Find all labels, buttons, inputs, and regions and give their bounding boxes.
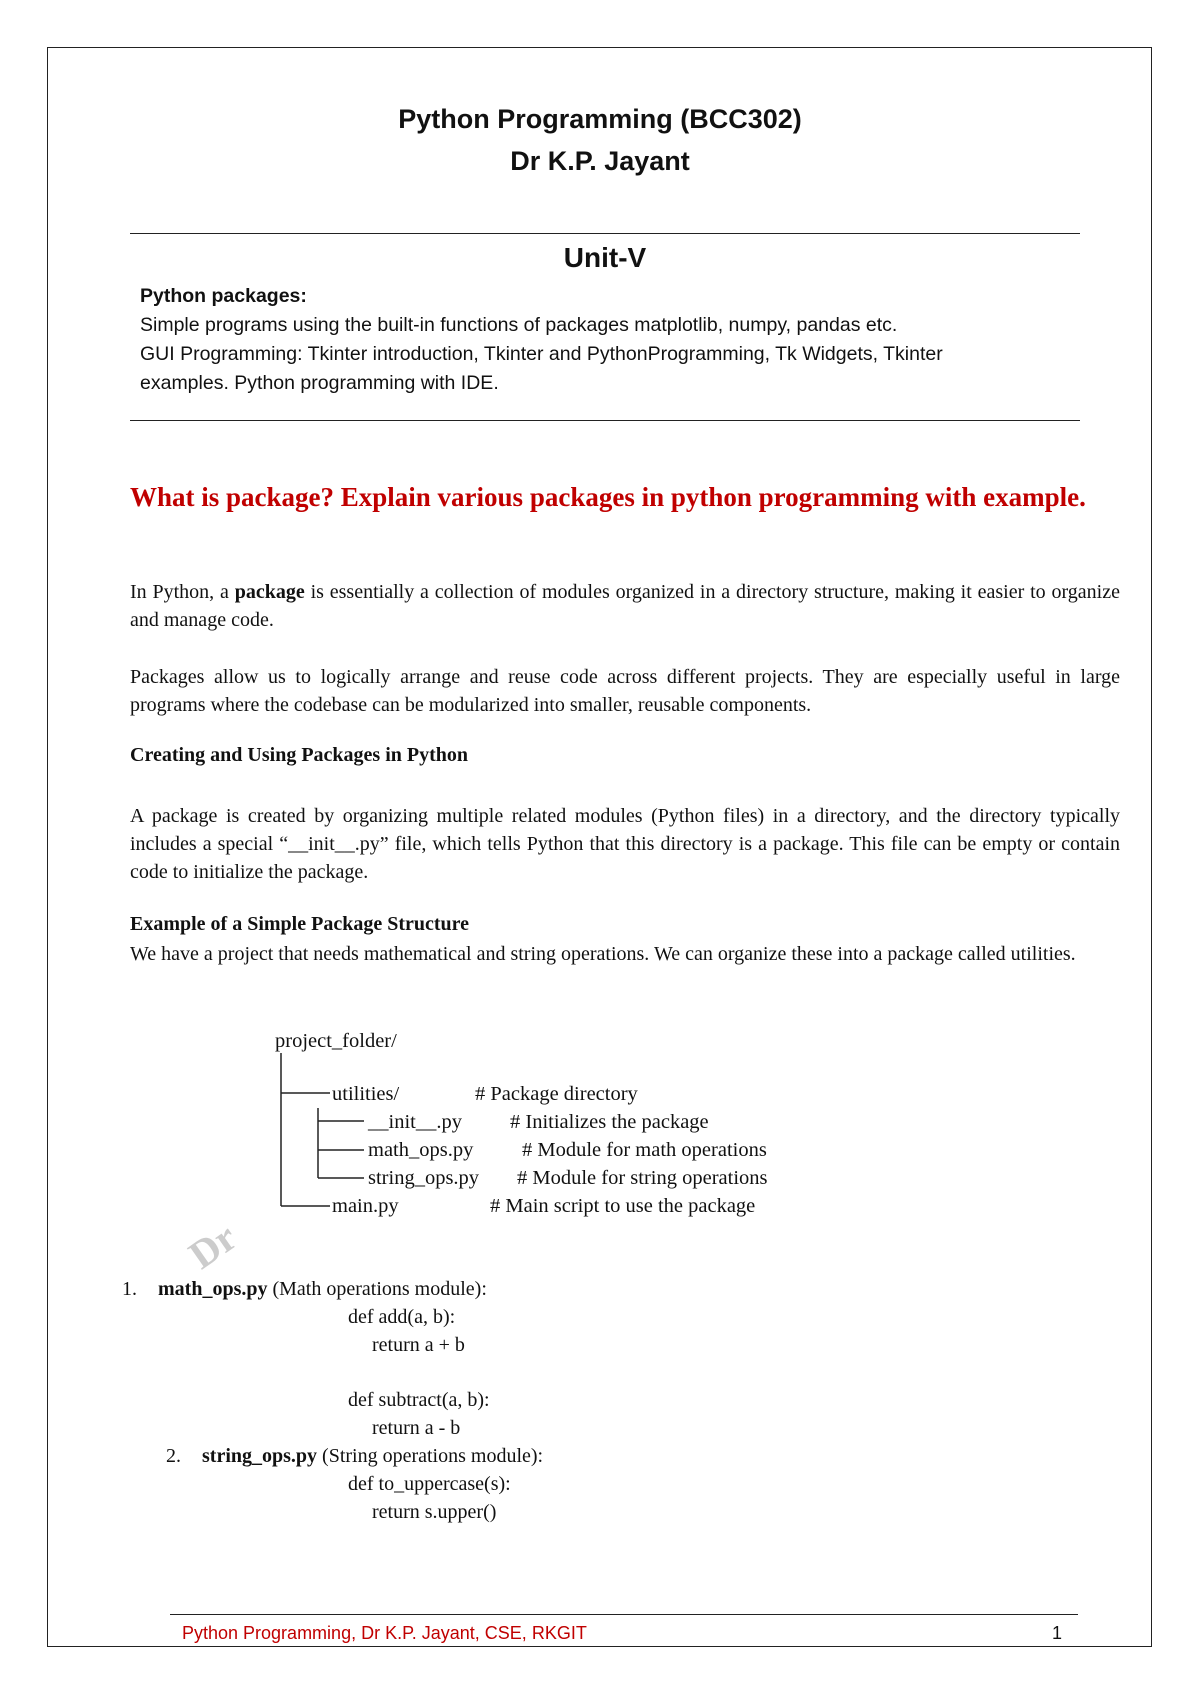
code-line: def add(a, b): bbox=[348, 1306, 456, 1328]
tree-init-comment: # Initializes the package bbox=[510, 1111, 709, 1133]
code-line: def subtract(a, b): bbox=[348, 1389, 490, 1411]
tree-string-comment: # Module for string operations bbox=[517, 1167, 768, 1189]
tree-main: main.py bbox=[332, 1195, 399, 1217]
list-item-1 bbox=[158, 1278, 487, 1301]
code-line: return a - b bbox=[372, 1417, 461, 1439]
footer-text: Python Programming, Dr K.P. Jayant, CSE, RKGIT bbox=[182, 1623, 587, 1643]
paragraph-2: Packages allow us to logically arrange and reuse code across different projects. They are especially useful in large programs where the codebase can be modularized into smaller, reusable components. bbox=[130, 666, 1120, 716]
list-item-1-file: math_ops.py bbox=[158, 1278, 268, 1300]
paragraph-4: We have a project that needs mathematical and string operations. We can organize these into a package called utilities. bbox=[130, 943, 1076, 965]
section-heading-creating: Creating and Using Packages in Python bbox=[130, 744, 469, 766]
intro-post: is essentially a collection of modules organized in a directory structure, making it easier to organize and manage code. bbox=[130, 581, 1120, 631]
tree-math: math_ops.py bbox=[368, 1139, 474, 1161]
list-item-2-file: string_ops.py bbox=[202, 1445, 318, 1467]
tree-root: project_folder/ bbox=[275, 1030, 397, 1052]
author-name: Dr K.P. Jayant bbox=[510, 146, 690, 176]
topics-line-2: GUI Programming: Tkinter introduction, Tkinter and PythonProgramming, Tk Widgets, Tkinter bbox=[140, 343, 943, 365]
unit-title: Unit-V bbox=[563, 242, 647, 273]
tree-init: __init__.py bbox=[368, 1111, 462, 1133]
list-item-1-number: 1. bbox=[122, 1278, 137, 1300]
code-line: return a + b bbox=[372, 1334, 465, 1356]
page-number: 1 bbox=[1052, 1623, 1063, 1643]
tree-string: string_ops.py bbox=[368, 1167, 480, 1189]
section-heading-example: Example of a Simple Package Structure bbox=[130, 913, 470, 935]
list-item-2-desc: (String operations module): bbox=[317, 1445, 544, 1467]
tree-utilities-comment: # Package directory bbox=[475, 1083, 638, 1105]
watermark-mark: Dr bbox=[180, 1214, 245, 1278]
topics-line-1: Simple programs using the built-in functions of packages matplotlib, numpy, pandas etc. bbox=[140, 314, 898, 336]
tree-utilities: utilities/ bbox=[332, 1083, 400, 1105]
list-item-2-number: 2. bbox=[166, 1445, 181, 1467]
list-item-1-desc: (Math operations module): bbox=[267, 1278, 487, 1300]
question-heading: What is package? Explain various packages in python programming with example. bbox=[130, 482, 1086, 512]
intro-pre: In Python, a bbox=[130, 581, 235, 603]
intro-bold: package bbox=[234, 581, 305, 603]
code-line: return s.upper() bbox=[372, 1501, 497, 1523]
paragraph-3: A package is created by organizing multiple related modules (Python files) in a directory, and the directory typically includes a special “__init__.py” file, which tells Python that this directory is a package. This file can be empty or contain code to initialize the package. bbox=[130, 805, 1120, 883]
footer-rule bbox=[170, 1614, 1078, 1615]
course-title: Python Programming (BCC302) bbox=[398, 104, 802, 134]
list-item-2 bbox=[202, 1445, 543, 1468]
tree-main-comment: # Main script to use the package bbox=[490, 1195, 756, 1217]
topics-line-3: examples. Python programming with IDE. bbox=[140, 372, 499, 394]
topics-label: Python packages: bbox=[140, 285, 307, 307]
tree-math-comment: # Module for math operations bbox=[522, 1139, 767, 1161]
code-line: def to_uppercase(s): bbox=[348, 1473, 511, 1495]
